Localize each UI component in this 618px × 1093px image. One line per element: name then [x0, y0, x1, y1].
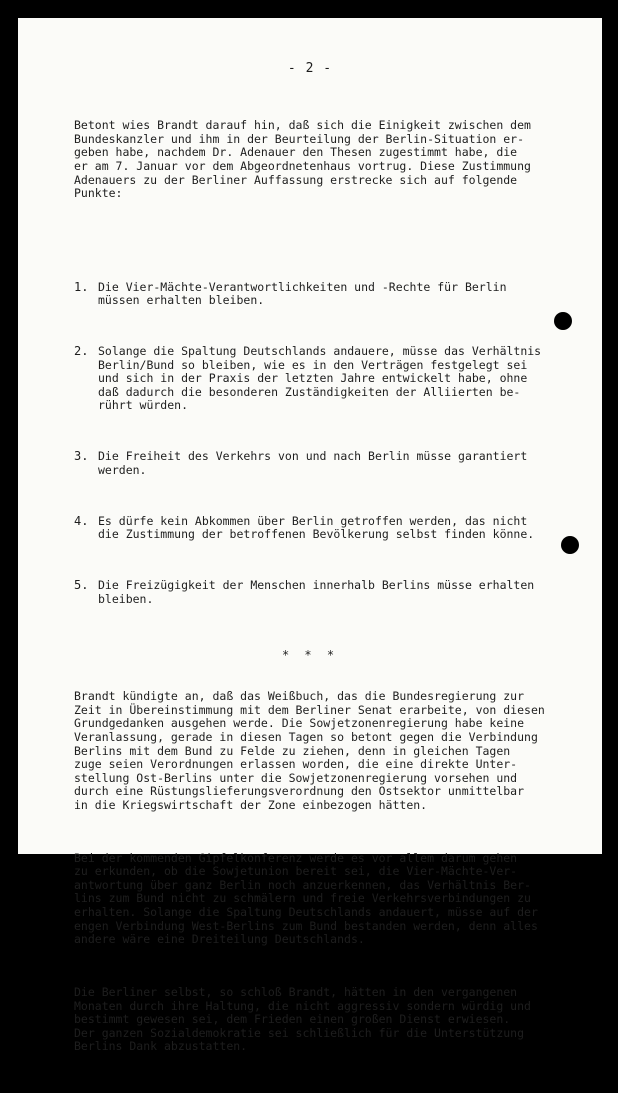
list-item-number: 4.	[74, 513, 89, 528]
document-page	[18, 18, 602, 1054]
list-item	[74, 450, 574, 477]
document-body	[74, 92, 574, 1093]
section-separator: * * *	[281, 648, 339, 662]
punch-hole-mark	[554, 312, 572, 330]
list-item-number: 1.	[74, 279, 89, 294]
list-item	[74, 515, 574, 542]
punch-hole-mark	[561, 536, 579, 554]
paragraph-gipfelkonferenz: Bei der kommenden Gipfelkonferenz werde es vor allem darum gehen zu erkunden, ob die Sowjetunion bereit sei, die Vier-Mächte-Ver- antwortung über ganz Berlin noch anzuerkennen, das Verhältnis Ber- lins zum Bund nicht zu schmälern und freie Verkehrsverbindungen zu erhalten. Solange die Spaltung Deutschlands andauert, müsse auf der engen Verbindung West-Berlins zum Bund bestanden werden, denn alles andere wäre eine Dreiteilung Deutschlands.	[74, 850, 538, 947]
points-list	[74, 254, 574, 650]
list-item	[74, 579, 574, 606]
list-item-text: Die Freizügigkeit der Menschen innerhalb Berlins müsse erhalten bleiben.	[98, 578, 535, 606]
list-item-text: Die Vier-Mächte-Verantwortlichkeiten und -Rechte für Berlin müssen erhalten bleiben.	[98, 279, 507, 308]
list-item-text: Es dürfe kein Abkommen über Berlin getroffen werden, das nicht die Zustimmung der betroffenen Bevölkerung selbst finden könne.	[98, 513, 535, 542]
paragraph-weissbuch: Brandt kündigte an, daß das Weißbuch, das die Bundesregierung zur Zeit in Übereinstimmung mit dem Berliner Senat erarbeite, von diesen Grundgedanken ausgehen werde. Die Sowjetzonenregierung habe keine Veranlassung, gerade in diesen Tagen so betont gegen die Verbindung Berlins mit dem Bund zu Felde zu ziehen, denn in gleichen Tagen zuge seien Verordnungen erlassen worden, die eine direkte Unter- stellung Ost-Berlins unter die Sowjetzonenregierung vorsehen und durch eine Rüstungslieferungsverordnung den Ostsektor unmittelbar in die Kriegswirtschaft der Zone einbezogen hätten.	[74, 689, 545, 812]
list-item	[74, 345, 574, 413]
intro-paragraph: Betont wies Brandt darauf hin, daß sich die Einigkeit zwischen dem Bundeskanzler und ihm in der Beurteilung der Berlin-Situation er- geben habe, nachdem Dr. Adenauer den Thesen zugestimmt habe, die er am 7. Januar vor dem Abgeordnetenhaus vortrug. Diese Zustimmung Adenauers zu der Berliner Auffassung erstrecke sich auf folgende Punkte:	[74, 118, 531, 201]
paragraph-berliner: Die Berliner selbst, so schloß Brandt, hätten in den vergangenen Monaten durch ihre Haltung, die nicht aggressiv sondern würdig und bestimmt gewesen sei, dem Frieden einen großen Dienst erwiesen. Der ganzen Sozialdemokratie sei schließlich für die Unterstützung Berlins Dank abzustatten.	[74, 985, 531, 1054]
list-item-number: 3.	[74, 449, 89, 464]
list-item-number: 2.	[74, 344, 89, 359]
list-item-text: Solange die Spaltung Deutschlands andauere, müsse das Verhältnis Berlin/Bund so bleiben, wie es in den Verträgen festgelegt sei und sich in der Praxis der letzten Jahre entwickelt habe, ohne daß dadurch die besonderen Zuständigkeiten der Alliierten be- rührt würden.	[98, 344, 542, 413]
list-item	[74, 281, 574, 308]
page-number: - 2 -	[287, 61, 333, 76]
list-item-text: Die Freiheit des Verkehrs von und nach Berlin müsse garantiert werden.	[98, 449, 528, 477]
list-item-number: 5.	[74, 578, 89, 592]
